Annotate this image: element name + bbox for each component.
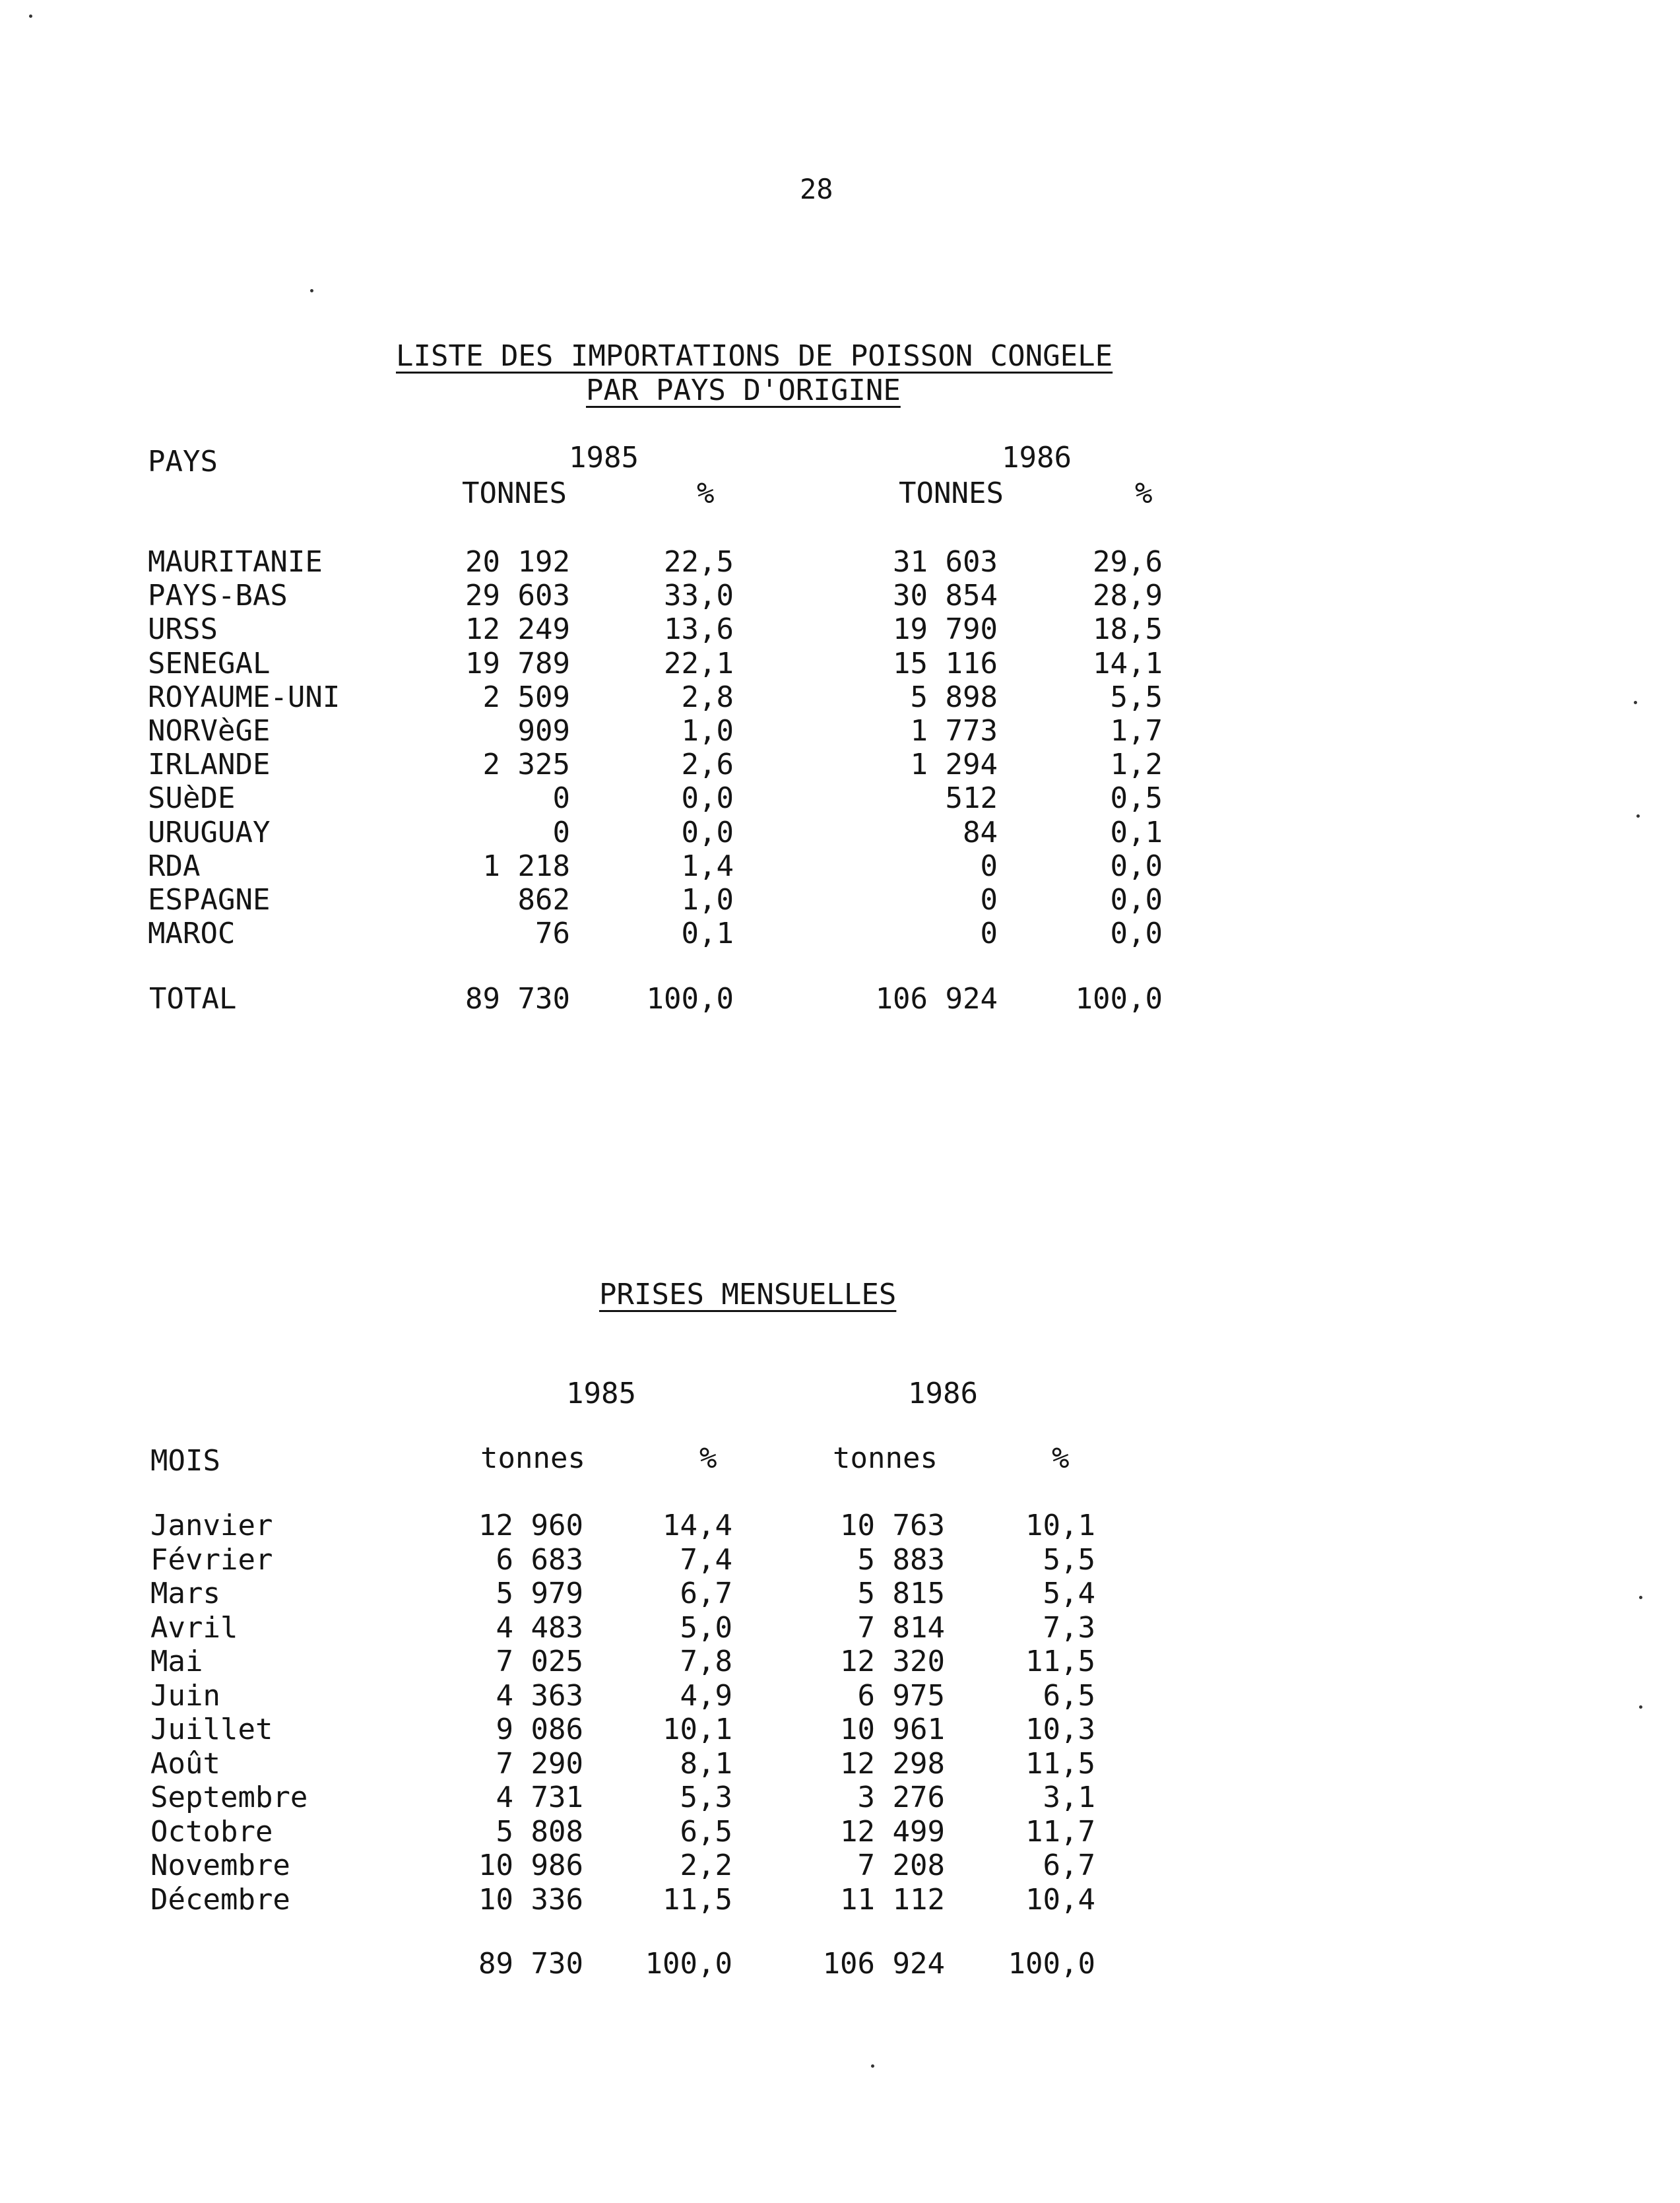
monthly-row-label: Juillet: [150, 1713, 273, 1746]
imports-cell-t86: 30 854: [893, 579, 998, 613]
scan-speck: [871, 2064, 874, 2068]
monthly-row-label: Novembre: [150, 1849, 290, 1882]
imports-year-1986: 1986: [1002, 441, 1072, 475]
imports-cell-t86: 15 116: [893, 646, 998, 680]
monthly-cell-t85: 12 960: [478, 1509, 583, 1542]
imports-row-label: URUGUAY: [148, 815, 271, 849]
imports-cell-t85: 0: [552, 815, 570, 849]
imports-cell-p85: 0,0: [681, 781, 734, 816]
monthly-row-label: Juin: [150, 1678, 220, 1713]
imports-row: [0, 781, 1680, 816]
monthly-row-label: Septembre: [150, 1781, 308, 1814]
monthly-cell-t86: 6 975: [857, 1678, 945, 1713]
monthly-total-t86: 106 924: [822, 1947, 945, 1981]
imports-cell-t86: 19 790: [893, 612, 998, 647]
monthly-cell-t86: 10 961: [840, 1713, 945, 1746]
imports-cell-p85: 33,0: [664, 579, 734, 613]
imports-row: [0, 545, 1680, 579]
monthly-cell-t86: 5 815: [857, 1577, 945, 1610]
imports-cell-t85: 0: [552, 781, 570, 816]
imports-row: [0, 748, 1680, 782]
imports-cell-t86: 1 294: [910, 748, 998, 782]
imports-total-t85: 89 730: [465, 982, 570, 1016]
monthly-cell-t85: 6 683: [496, 1542, 583, 1577]
imports-year-1985: 1985: [569, 441, 639, 475]
imports-cell-p86: 0,0: [1110, 883, 1163, 917]
imports-total-label: TOTAL: [149, 982, 237, 1016]
monthly-tonnes-1985-header: tonnes: [480, 1441, 585, 1475]
monthly-pct-1985-header: %: [699, 1441, 717, 1475]
imports-total-row: [0, 982, 1680, 1016]
imports-row-label: SUèDE: [148, 781, 236, 816]
monthly-pct-1986-header: %: [1052, 1441, 1070, 1475]
imports-pct-1985-header: %: [697, 477, 715, 510]
monthly-cell-p85: 11,5: [662, 1882, 732, 1917]
imports-cell-p85: 0,1: [681, 917, 734, 951]
monthly-row: [0, 1645, 1680, 1679]
monthly-month-header: MOIS: [150, 1444, 220, 1478]
imports-tonnes-1986-header: TONNES: [899, 477, 1004, 510]
imports-row-label: PAYS-BAS: [148, 579, 288, 613]
scan-speck: [1634, 701, 1637, 704]
imports-cell-t86: 1 773: [910, 714, 998, 748]
imports-cell-p85: 0,0: [681, 815, 734, 849]
imports-cell-t86: 0: [980, 849, 998, 883]
imports-pct-1986-header: %: [1135, 477, 1153, 510]
monthly-cell-p86: 7,3: [1043, 1610, 1095, 1645]
imports-row: [0, 714, 1680, 748]
imports-cell-p85: 22,1: [664, 646, 734, 680]
monthly-row: [0, 1577, 1680, 1611]
monthly-row-label: Avril: [150, 1610, 238, 1645]
monthly-cell-t85: 5 979: [496, 1577, 583, 1610]
monthly-cell-p86: 10,4: [1025, 1882, 1095, 1917]
imports-tonnes-1985-header: TONNES: [462, 477, 567, 510]
imports-row: [0, 816, 1680, 850]
imports-cell-p85: 1,0: [681, 714, 734, 748]
imports-cell-t85: 19 789: [465, 646, 570, 680]
imports-title-line2: PAR PAYS D'ORIGINE: [586, 374, 901, 407]
monthly-title: PRISES MENSUELLES: [599, 1278, 897, 1311]
monthly-cell-t86: 12 320: [840, 1645, 945, 1678]
imports-cell-p86: 0,0: [1110, 849, 1163, 883]
imports-cell-p86: 0,5: [1110, 781, 1163, 816]
imports-cell-t86: 512: [945, 781, 998, 816]
imports-cell-t85: 12 249: [465, 612, 570, 647]
monthly-cell-p86: 10,3: [1025, 1713, 1095, 1746]
imports-cell-t86: 31 603: [893, 545, 998, 579]
monthly-cell-t85: 10 336: [478, 1882, 583, 1917]
imports-cell-p86: 5,5: [1110, 680, 1163, 714]
monthly-row: [0, 1883, 1680, 1917]
imports-row: [0, 680, 1680, 715]
imports-row: [0, 849, 1680, 884]
monthly-cell-p85: 6,5: [680, 1814, 732, 1849]
monthly-cell-t86: 12 298: [840, 1746, 945, 1781]
monthly-cell-t85: 9 086: [496, 1713, 583, 1746]
monthly-cell-p85: 6,7: [680, 1577, 732, 1610]
monthly-cell-p85: 2,2: [680, 1849, 732, 1882]
monthly-row-label: Décembre: [150, 1882, 290, 1917]
imports-cell-t86: 84: [963, 815, 998, 849]
imports-cell-p86: 1,7: [1110, 714, 1163, 748]
monthly-cell-t85: 7 025: [496, 1645, 583, 1678]
monthly-cell-p85: 14,4: [662, 1509, 732, 1542]
monthly-cell-t86: 7 814: [857, 1610, 945, 1645]
monthly-row: [0, 1849, 1680, 1883]
monthly-total-t85: 89 730: [478, 1947, 583, 1981]
imports-row-label: NORVèGE: [148, 714, 271, 748]
monthly-year-1986: 1986: [908, 1377, 978, 1410]
monthly-cell-t85: 5 808: [496, 1814, 583, 1849]
imports-cell-p86: 0,1: [1110, 815, 1163, 849]
imports-row-label: MAURITANIE: [148, 545, 323, 579]
imports-row-label: MAROC: [148, 917, 236, 951]
imports-cell-p85: 1,4: [681, 849, 734, 883]
monthly-cell-t86: 12 499: [840, 1814, 945, 1849]
monthly-total-p85: 100,0: [645, 1947, 732, 1981]
imports-total-p86: 100,0: [1075, 982, 1163, 1016]
imports-cell-p86: 14,1: [1093, 646, 1163, 680]
imports-cell-p85: 2,8: [681, 680, 734, 714]
monthly-row: [0, 1679, 1680, 1713]
imports-cell-p85: 2,6: [681, 748, 734, 782]
scan-speck: [310, 289, 313, 292]
monthly-cell-t86: 5 883: [857, 1542, 945, 1577]
imports-cell-t85: 76: [535, 917, 570, 951]
scan-speck: [1639, 1705, 1642, 1709]
imports-cell-p86: 0,0: [1110, 917, 1163, 951]
imports-row: [0, 612, 1680, 647]
monthly-cell-p86: 11,7: [1025, 1814, 1095, 1849]
imports-cell-p86: 1,2: [1110, 748, 1163, 782]
monthly-row: [0, 1781, 1680, 1815]
imports-cell-p85: 1,0: [681, 883, 734, 917]
monthly-cell-p85: 7,8: [680, 1645, 732, 1678]
monthly-row: [0, 1713, 1680, 1747]
imports-cell-t86: 0: [980, 883, 998, 917]
monthly-cell-p86: 6,7: [1043, 1849, 1095, 1882]
imports-cell-t85: 909: [517, 714, 570, 748]
imports-cell-p86: 28,9: [1093, 579, 1163, 613]
monthly-row: [0, 1509, 1680, 1543]
imports-row-label: SENEGAL: [148, 646, 271, 680]
monthly-cell-p86: 6,5: [1043, 1678, 1095, 1713]
imports-total-p85: 100,0: [646, 982, 734, 1016]
monthly-tonnes-1986-header: tonnes: [833, 1441, 938, 1475]
imports-cell-t85: 29 603: [465, 579, 570, 613]
imports-cell-t86: 5 898: [910, 680, 998, 714]
imports-row: [0, 579, 1680, 613]
monthly-cell-p85: 4,9: [680, 1678, 732, 1713]
monthly-cell-t85: 7 290: [496, 1746, 583, 1781]
imports-cell-t85: 2 325: [482, 748, 570, 782]
monthly-cell-t86: 7 208: [857, 1849, 945, 1882]
imports-cell-p86: 29,6: [1093, 545, 1163, 579]
imports-cell-p86: 18,5: [1093, 612, 1163, 647]
monthly-row: [0, 1815, 1680, 1849]
monthly-row: [0, 1611, 1680, 1645]
page-number: 28: [800, 173, 833, 205]
monthly-cell-p86: 11,5: [1025, 1746, 1095, 1781]
monthly-cell-p85: 5,3: [680, 1781, 732, 1814]
imports-row-label: ESPAGNE: [148, 883, 271, 917]
imports-country-header: PAYS: [148, 445, 218, 478]
imports-total-t86: 106 924: [875, 982, 998, 1016]
imports-cell-p85: 13,6: [664, 612, 734, 647]
imports-cell-t85: 2 509: [482, 680, 570, 714]
monthly-row: [0, 1543, 1680, 1577]
imports-title-line1: LISTE DES IMPORTATIONS DE POISSON CONGELE: [396, 339, 1113, 373]
scan-speck: [1636, 814, 1640, 818]
scan-speck: [29, 15, 32, 18]
imports-row-label: ROYAUME-UNI: [148, 680, 340, 714]
monthly-total-p86: 100,0: [1008, 1947, 1095, 1981]
scan-speck: [1639, 1596, 1642, 1599]
monthly-cell-t86: 11 112: [840, 1882, 945, 1917]
monthly-cell-p85: 5,0: [680, 1610, 732, 1645]
monthly-cell-p86: 5,4: [1043, 1577, 1095, 1610]
monthly-row: [0, 1747, 1680, 1781]
monthly-cell-p86: 11,5: [1025, 1645, 1095, 1678]
monthly-cell-p86: 5,5: [1043, 1542, 1095, 1577]
monthly-row-label: Octobre: [150, 1814, 273, 1849]
imports-cell-t86: 0: [980, 917, 998, 951]
imports-cell-t85: 862: [517, 883, 570, 917]
monthly-row-label: Février: [150, 1542, 273, 1577]
monthly-cell-t85: 4 731: [496, 1781, 583, 1814]
monthly-cell-t85: 4 483: [496, 1610, 583, 1645]
monthly-row-label: Janvier: [150, 1509, 273, 1542]
imports-row: [0, 647, 1680, 681]
monthly-cell-t85: 4 363: [496, 1678, 583, 1713]
monthly-cell-t85: 10 986: [478, 1849, 583, 1882]
monthly-row-label: Août: [150, 1746, 220, 1781]
monthly-cell-p86: 10,1: [1025, 1509, 1095, 1542]
monthly-cell-t86: 10 763: [840, 1509, 945, 1542]
monthly-row-label: Mars: [150, 1577, 220, 1610]
monthly-total-row: [0, 1947, 1680, 1981]
monthly-cell-p85: 8,1: [680, 1746, 732, 1781]
monthly-cell-t86: 3 276: [857, 1781, 945, 1814]
monthly-cell-p85: 7,4: [680, 1542, 732, 1577]
imports-row: [0, 883, 1680, 917]
imports-row-label: RDA: [148, 849, 201, 883]
imports-cell-p85: 22,5: [664, 545, 734, 579]
imports-row: [0, 917, 1680, 951]
imports-cell-t85: 1 218: [482, 849, 570, 883]
imports-row-label: IRLANDE: [148, 748, 271, 782]
imports-row-label: URSS: [148, 612, 218, 647]
monthly-row-label: Mai: [150, 1645, 203, 1678]
monthly-cell-p86: 3,1: [1043, 1781, 1095, 1814]
monthly-cell-p85: 10,1: [662, 1713, 732, 1746]
imports-cell-t85: 20 192: [465, 545, 570, 579]
monthly-year-1985: 1985: [566, 1377, 636, 1410]
